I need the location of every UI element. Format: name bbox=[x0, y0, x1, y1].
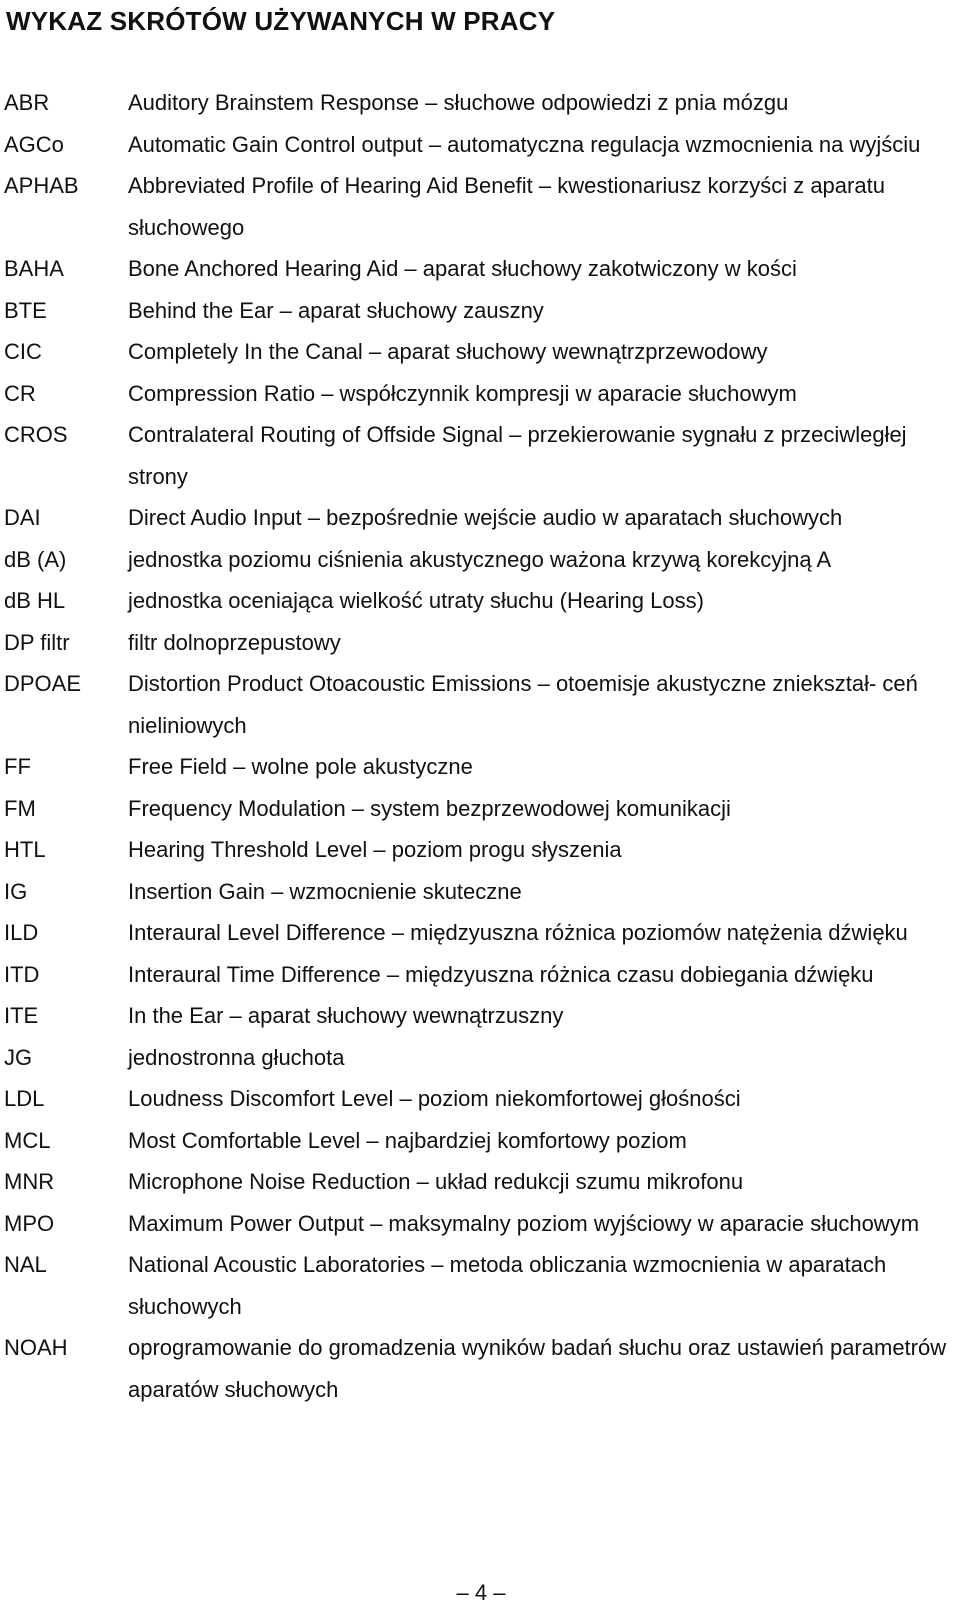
abbreviation-term: NOAH bbox=[4, 1335, 68, 1360]
abbreviation-term: IG bbox=[4, 878, 28, 904]
abbreviation-term: MCL bbox=[4, 1127, 51, 1153]
abbreviation-term: JG bbox=[4, 1044, 33, 1070]
abbreviation-definition: Bone Anchored Hearing Aid – aparat słuchowy zakotwiczony w kości bbox=[128, 256, 797, 281]
abbreviation-entry bbox=[4, 912, 956, 954]
abbreviation-entry bbox=[4, 82, 956, 124]
abbreviation-definition: Most Comfortable Level – najbardziej komfortowy poziom bbox=[128, 1127, 687, 1153]
abbreviation-entry bbox=[4, 331, 956, 373]
abbreviation-entry bbox=[4, 165, 956, 248]
abbreviation-term: CIC bbox=[4, 339, 42, 364]
abbreviation-term: APHAB bbox=[4, 173, 79, 198]
abbreviation-entry bbox=[4, 746, 956, 788]
abbreviation-definition: Frequency Modulation – system bezprzewodowej komunikacji bbox=[128, 795, 731, 821]
abbreviation-entry bbox=[4, 1120, 956, 1162]
abbreviation-term: MNR bbox=[4, 1169, 55, 1194]
abbreviation-entry bbox=[4, 1327, 956, 1410]
abbreviation-term: MPO bbox=[4, 1210, 55, 1236]
abbreviation-definition: jednostka oceniająca wielkość utraty słuchu (Hearing Loss) bbox=[128, 588, 704, 613]
abbreviation-entry bbox=[4, 1078, 956, 1120]
abbreviation-term: ABR bbox=[4, 90, 50, 115]
page-number: – 4 – bbox=[456, 1580, 506, 1605]
abbreviation-entry bbox=[4, 1244, 956, 1327]
abbreviation-entry bbox=[4, 580, 956, 622]
abbreviation-definition: Completely In the Canal – aparat słuchowy wewnątrzprzewodowy bbox=[128, 339, 768, 364]
abbreviation-definition: oprogramowanie do gromadzenia wyników badań słuchu oraz ustawień parametrów aparatów słuchowych bbox=[128, 1335, 947, 1402]
abbreviation-entry bbox=[4, 995, 956, 1037]
abbreviation-definition: National Acoustic Laboratories – metoda obliczania wzmocnienia w aparatach słuchowych bbox=[128, 1252, 887, 1319]
abbreviation-definition: Insertion Gain – wzmocnienie skuteczne bbox=[128, 878, 522, 904]
abbreviation-entry bbox=[4, 1161, 956, 1203]
abbreviation-term: ILD bbox=[4, 920, 39, 945]
abbreviation-term: BAHA bbox=[4, 256, 64, 281]
abbreviation-term: CROS bbox=[4, 422, 68, 447]
abbreviation-definition: Automatic Gain Control output – automatyczna regulacja wzmocnienia na wyjściu bbox=[128, 131, 921, 157]
abbreviation-term: FM bbox=[4, 795, 36, 821]
abbreviation-entry bbox=[4, 497, 956, 539]
abbreviation-definition: Hearing Threshold Level – poziom progu słyszenia bbox=[128, 837, 622, 862]
abbreviation-definition: Free Field – wolne pole akustyczne bbox=[128, 754, 473, 779]
abbreviation-entry bbox=[4, 290, 956, 332]
abbreviation-definition: Behind the Ear – aparat słuchowy zauszny bbox=[128, 297, 544, 323]
abbreviation-term: BTE bbox=[4, 297, 47, 323]
abbreviation-definition: Interaural Time Difference – międzyuszna różnica czasu dobiegania dźwięku bbox=[128, 961, 874, 987]
abbreviation-entry bbox=[4, 829, 956, 871]
abbreviation-entry bbox=[4, 373, 956, 415]
abbreviation-entry bbox=[4, 1037, 956, 1079]
abbreviation-term: ITE bbox=[4, 1003, 39, 1028]
abbreviation-term: NAL bbox=[4, 1252, 47, 1277]
abbreviation-definition: filtr dolnoprzepustowy bbox=[128, 629, 341, 655]
abbreviation-entry bbox=[4, 414, 956, 497]
abbreviation-term: ITD bbox=[4, 961, 40, 987]
abbreviation-entry bbox=[4, 663, 956, 746]
abbreviation-entry bbox=[4, 1203, 956, 1245]
abbreviation-term: AGCo bbox=[4, 131, 64, 157]
abbreviation-definition: jednostronna głuchota bbox=[128, 1044, 345, 1070]
abbreviation-term: dB HL bbox=[4, 588, 66, 613]
abbreviation-term: LDL bbox=[4, 1086, 45, 1111]
abbreviation-entry bbox=[4, 248, 956, 290]
abbreviation-entry bbox=[4, 622, 956, 664]
abbreviation-term: HTL bbox=[4, 837, 46, 862]
abbreviation-list bbox=[4, 82, 956, 1410]
abbreviation-definition: Loudness Discomfort Level – poziom niekomfortowej głośności bbox=[128, 1086, 741, 1111]
abbreviation-term: CR bbox=[4, 380, 36, 406]
abbreviation-definition: Distortion Product Otoacoustic Emissions – otoemisje akustyczne zniekształ- ceń nieliniowych bbox=[128, 671, 918, 738]
abbreviation-term: DPOAE bbox=[4, 671, 82, 696]
abbreviation-term: DAI bbox=[4, 505, 41, 530]
abbreviation-definition: Abbreviated Profile of Hearing Aid Benefit – kwestionariusz korzyści z aparatu słuchowego bbox=[128, 173, 885, 240]
abbreviation-definition: Compression Ratio – współczynnik kompresji w aparacie słuchowym bbox=[128, 380, 797, 406]
abbreviation-term: FF bbox=[4, 754, 31, 779]
abbreviation-definition: Auditory Brainstem Response – słuchowe odpowiedzi z pnia mózgu bbox=[128, 90, 789, 115]
abbreviation-entry bbox=[4, 539, 956, 581]
abbreviation-entry bbox=[4, 124, 956, 166]
abbreviation-entry bbox=[4, 871, 956, 913]
abbreviation-term: dB (A) bbox=[4, 546, 67, 572]
abbreviation-term: DP filtr bbox=[4, 629, 70, 655]
abbreviation-definition: In the Ear – aparat słuchowy wewnątrzuszny bbox=[128, 1003, 564, 1028]
abbreviation-definition: Contralateral Routing of Offside Signal – przekierowanie sygnału z przeciwległej strony bbox=[128, 422, 907, 489]
abbreviation-definition: Maximum Power Output – maksymalny poziom wyjściowy w aparacie słuchowym bbox=[128, 1210, 920, 1236]
abbreviation-definition: Interaural Level Difference – międzyuszna różnica poziomów natężenia dźwięku bbox=[128, 920, 908, 945]
abbreviation-definition: Microphone Noise Reduction – układ redukcji szumu mikrofonu bbox=[128, 1169, 744, 1194]
abbreviation-definition: jednostka poziomu ciśnienia akustycznego ważona krzywą korekcyjną A bbox=[128, 546, 832, 572]
page-title: WYKAZ SKRÓTÓW UŻYWANYCH W PRACY bbox=[6, 6, 556, 36]
abbreviation-entry bbox=[4, 954, 956, 996]
abbreviation-entry bbox=[4, 788, 956, 830]
abbreviation-definition: Direct Audio Input – bezpośrednie wejście audio w aparatach słuchowych bbox=[128, 505, 843, 530]
